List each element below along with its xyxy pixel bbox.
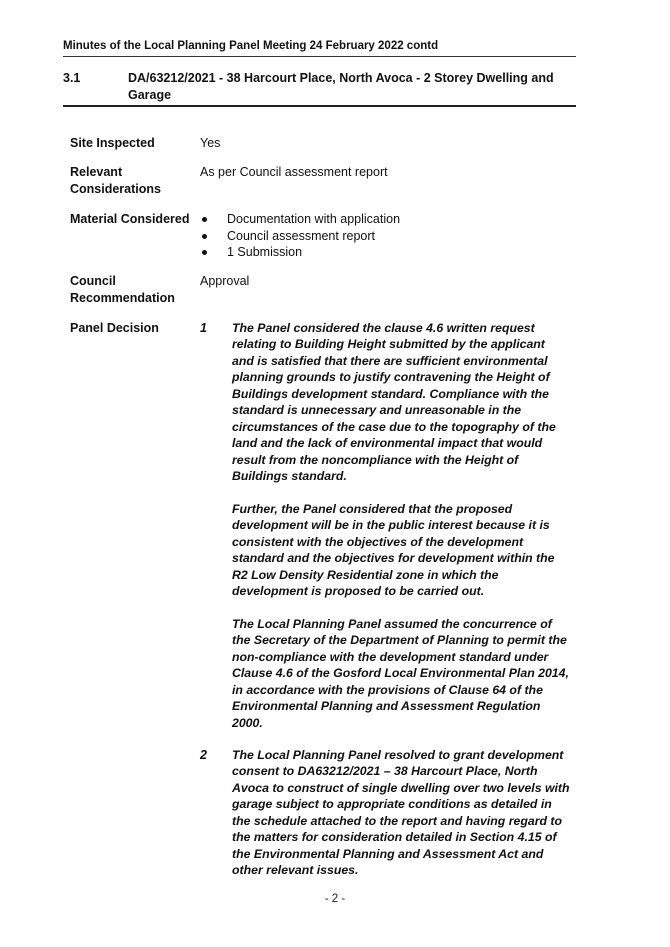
site-inspected-label: Site Inspected xyxy=(70,136,155,150)
item-heading xyxy=(63,70,576,107)
decision-number-2: 2 xyxy=(200,748,207,762)
page-number: - 2 - xyxy=(324,893,346,905)
list-item: Council assessment report xyxy=(200,228,570,245)
site-inspected-value: Yes xyxy=(200,136,221,150)
item-number: 3.1 xyxy=(63,71,81,85)
council-recommendation-label: Council Recommendation xyxy=(70,274,175,305)
decision-paragraph-3: The Local Planning Panel assumed the concurrence of the Secretary of the Department of Planning to permit the non-compliance with the development standard under Clause 4.6 of the Gosford Local Environmental Plan 2014, in accordance with the provisions of Clause 64 of the Environmental Planning and Assessment Regulation 2000. xyxy=(232,617,569,730)
material-considered-value xyxy=(200,211,570,261)
bullet-icon xyxy=(202,250,207,255)
list-item: 1 Submission xyxy=(200,244,570,261)
bullet-icon xyxy=(202,217,207,222)
decision-paragraph-4: The Local Planning Panel resolved to grant development consent to DA63212/2021 – 38 Harcourt Place, North Avoca to construct of single dwelling over two levels with garage subject to appropriate conditions as detailed in the schedule attached to the report and having regard to the matters for consideration detailed in Section 4.15 of the Environmental Planning and Assessment Act and other relevant issues. xyxy=(232,748,570,878)
bullet-icon xyxy=(202,234,207,239)
decision-paragraph-2: Further, the Panel considered that the proposed development will be in the public interest because it is consistent with the objectives of the development standard and the objectives for development within the R2 Low Density Residential zone in which the development is proposed to be carried out. xyxy=(232,502,555,599)
relevant-considerations-label: Relevant Considerations xyxy=(70,165,161,196)
council-recommendation-value: Approval xyxy=(200,274,250,288)
item-title: DA/63212/2021 - 38 Harcourt Place, North Avoca - 2 Storey Dwelling and Garage xyxy=(128,71,554,102)
relevant-considerations-value: As per Council assessment report xyxy=(200,165,388,179)
panel-decision-label: Panel Decision xyxy=(70,321,159,335)
list-item: Documentation with application xyxy=(200,211,570,228)
material-list xyxy=(200,211,570,261)
decision-number-1: 1 xyxy=(200,321,207,335)
decision-paragraph-1: The Panel considered the clause 4.6 written request relating to Building Height submitted by the applicant and is satisfied that there are sufficient environmental planning grounds to justify contravening the Height of Buildings development standard. Compliance with the standard is unnecessary and unreasonable in the circumstances of the case due to the topography of the land and the lack of environmental impact that would result from the noncompliance with the Height of Buildings standard. xyxy=(232,321,556,484)
material-considered-label: Material Considered xyxy=(70,212,190,226)
page-header: Minutes of the Local Planning Panel Meeting 24 February 2022 contd xyxy=(63,40,576,57)
